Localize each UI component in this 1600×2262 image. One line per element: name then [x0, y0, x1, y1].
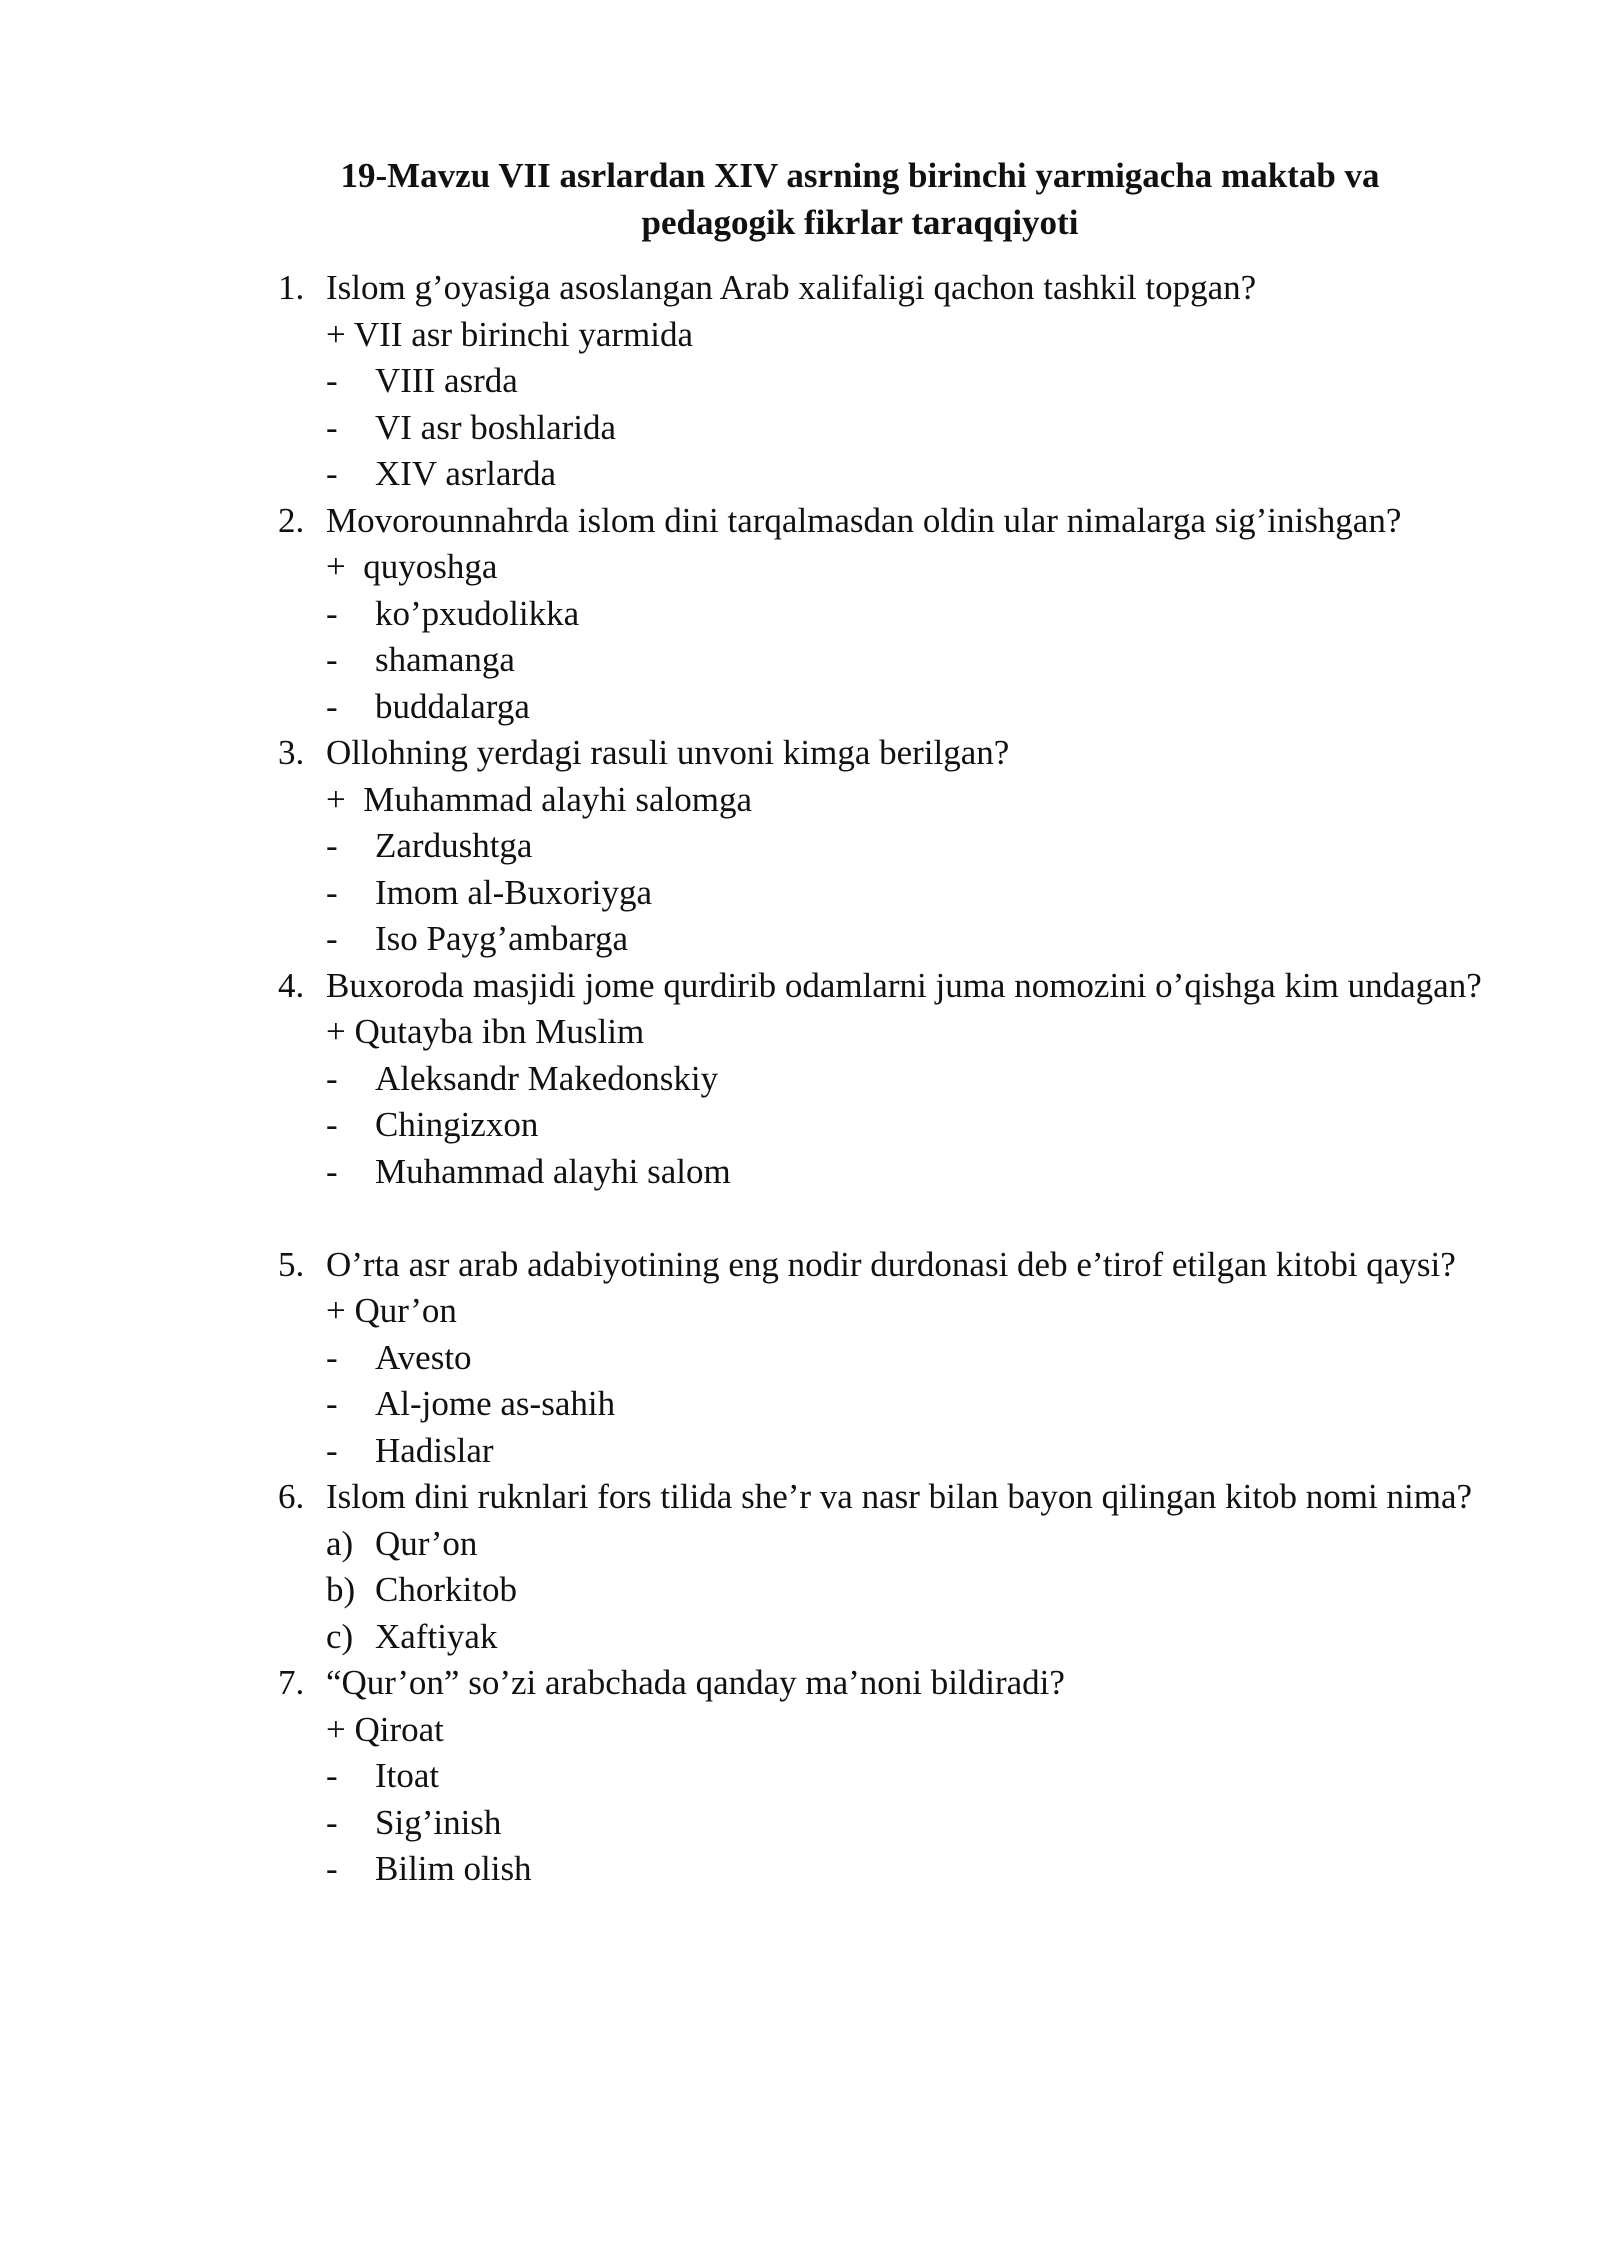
- option-marker: -: [326, 826, 338, 865]
- correct-answer: + Qur’on: [326, 1291, 457, 1330]
- option-marker: -: [326, 919, 338, 958]
- correct-answer: + Muhammad alayhi salomga: [326, 779, 753, 819]
- option-text: VIII asrda: [375, 361, 518, 400]
- answer-option: [0, 1428, 1600, 1475]
- question-6: [0, 1474, 1486, 1521]
- option-text: Sig’inish: [375, 1802, 502, 1842]
- option-text: XIV asrlarda: [375, 454, 557, 493]
- option-marker: -: [326, 454, 338, 493]
- answer-option: [0, 1149, 1600, 1196]
- question-number: 3.: [278, 733, 305, 772]
- option-marker: -: [326, 686, 338, 726]
- option-text: Zardushtga: [375, 826, 533, 865]
- option-text: Imom al-Buxoriyga: [375, 872, 653, 912]
- question-7: [0, 1660, 1486, 1707]
- option-text: Bilim olish: [375, 1849, 532, 1888]
- question-text: Islom g’oyasiga asoslangan Arab xalifaligi qachon tashkil topgan?: [326, 268, 1257, 307]
- answer-option: [0, 1102, 1600, 1149]
- answer-option: [0, 916, 1600, 963]
- option-marker: -: [326, 1058, 338, 1098]
- option-text: Chingizxon: [375, 1105, 539, 1144]
- option-marker: -: [326, 1802, 338, 1842]
- question-number: 2.: [278, 500, 305, 540]
- answer-option: [0, 870, 1600, 917]
- title-line-1: 19-Mavzu VII asrlardan XIV asrning birinchi yarmigacha maktab va: [340, 156, 1380, 195]
- option-marker: -: [326, 1849, 338, 1888]
- option-marker: -: [326, 593, 338, 633]
- question-text: O’rta asr arab adabiyotining eng nodir durdonasi deb e’tirof etilgan kitobi qaysi?: [326, 1244, 1456, 1284]
- correct-answer: + VII asr birinchi yarmida: [326, 314, 694, 354]
- answer-option: [0, 1614, 1600, 1661]
- answer-option: [0, 684, 1600, 731]
- title-line-2: pedagogik fikrlar taraqqiyoti: [641, 203, 1079, 242]
- correct-answer: + quyoshga: [326, 547, 498, 586]
- option-marker: b): [326, 1570, 356, 1609]
- option-marker: -: [326, 640, 338, 679]
- option-text: Al-jome as-sahih: [375, 1384, 616, 1423]
- option-text: Chorkitob: [375, 1570, 517, 1609]
- question-2: [0, 498, 1486, 545]
- option-marker: -: [326, 361, 338, 400]
- answer-option: [0, 1335, 1600, 1382]
- question-number: 1.: [278, 268, 305, 307]
- option-text: Itoat: [375, 1756, 440, 1795]
- option-text: Muhammad alayhi salom: [375, 1151, 731, 1191]
- question-text: Ollohning yerdagi rasuli unvoni kimga berilgan?: [326, 733, 1010, 772]
- option-marker: c): [326, 1616, 354, 1656]
- answer-option: [0, 1381, 1600, 1428]
- option-text: Iso Payg’ambarga: [375, 919, 629, 958]
- answer-option: [0, 1753, 1600, 1800]
- question-5: [0, 1242, 1486, 1289]
- question-number: 5.: [278, 1244, 305, 1284]
- answer-option: [0, 1521, 1600, 1568]
- option-text: Qur’on: [375, 1523, 478, 1563]
- question-number: 6.: [278, 1477, 305, 1516]
- option-marker: -: [326, 1105, 338, 1144]
- answer-option: [0, 637, 1600, 684]
- option-marker: -: [326, 1430, 338, 1470]
- question-list: [0, 265, 1600, 1893]
- question-1: [0, 265, 1486, 312]
- question-text: Buxoroda masjidi jome qurdirib odamlarni juma nomozini o’qishga kim undagan?: [326, 965, 1482, 1005]
- option-text: Xaftiyak: [375, 1616, 498, 1656]
- page-title: [240, 152, 1480, 246]
- option-text: Aleksandr Makedonskiy: [375, 1058, 719, 1098]
- question-3: [0, 730, 1486, 777]
- answer-option: [0, 1846, 1600, 1893]
- answer-option: [0, 1567, 1600, 1614]
- option-marker: -: [326, 1384, 338, 1423]
- answer-option: [0, 1800, 1600, 1847]
- option-text: Avesto: [375, 1337, 472, 1377]
- question-4: [0, 963, 1486, 1010]
- option-marker: a): [326, 1523, 354, 1563]
- option-marker: -: [326, 1756, 338, 1795]
- option-marker: -: [326, 1151, 338, 1191]
- option-text: ko’pxudolikka: [375, 593, 580, 633]
- option-marker: -: [326, 872, 338, 912]
- correct-answer: + Qutayba ibn Muslim: [326, 1012, 645, 1051]
- question-text: Islom dini ruknlari fors tilida she’r va nasr bilan bayon qilingan kitob nomi nima?: [326, 1477, 1473, 1516]
- answer-option: [0, 405, 1600, 452]
- question-number: 7.: [278, 1663, 305, 1702]
- answer-option: [0, 1056, 1600, 1103]
- answer-option: [0, 451, 1600, 498]
- option-marker: -: [326, 407, 338, 447]
- question-number: 4.: [278, 965, 305, 1005]
- option-text: shamanga: [375, 640, 515, 679]
- option-text: VI asr boshlarida: [375, 407, 617, 447]
- answer-option: [0, 823, 1600, 870]
- question-text: “Qur’on” so’zi arabchada qanday ma’noni bildiradi?: [326, 1663, 1065, 1702]
- option-text: Hadislar: [375, 1430, 494, 1470]
- question-text: Movorounnahrda islom dini tarqalmasdan oldin ular nimalarga sig’inishgan?: [326, 500, 1402, 540]
- blank-line: [0, 1195, 1600, 1242]
- correct-answer: + Qiroat: [326, 1709, 444, 1749]
- option-marker: -: [326, 1337, 338, 1377]
- answer-option: [0, 358, 1600, 405]
- option-text: buddalarga: [375, 686, 530, 726]
- answer-option: [0, 591, 1600, 638]
